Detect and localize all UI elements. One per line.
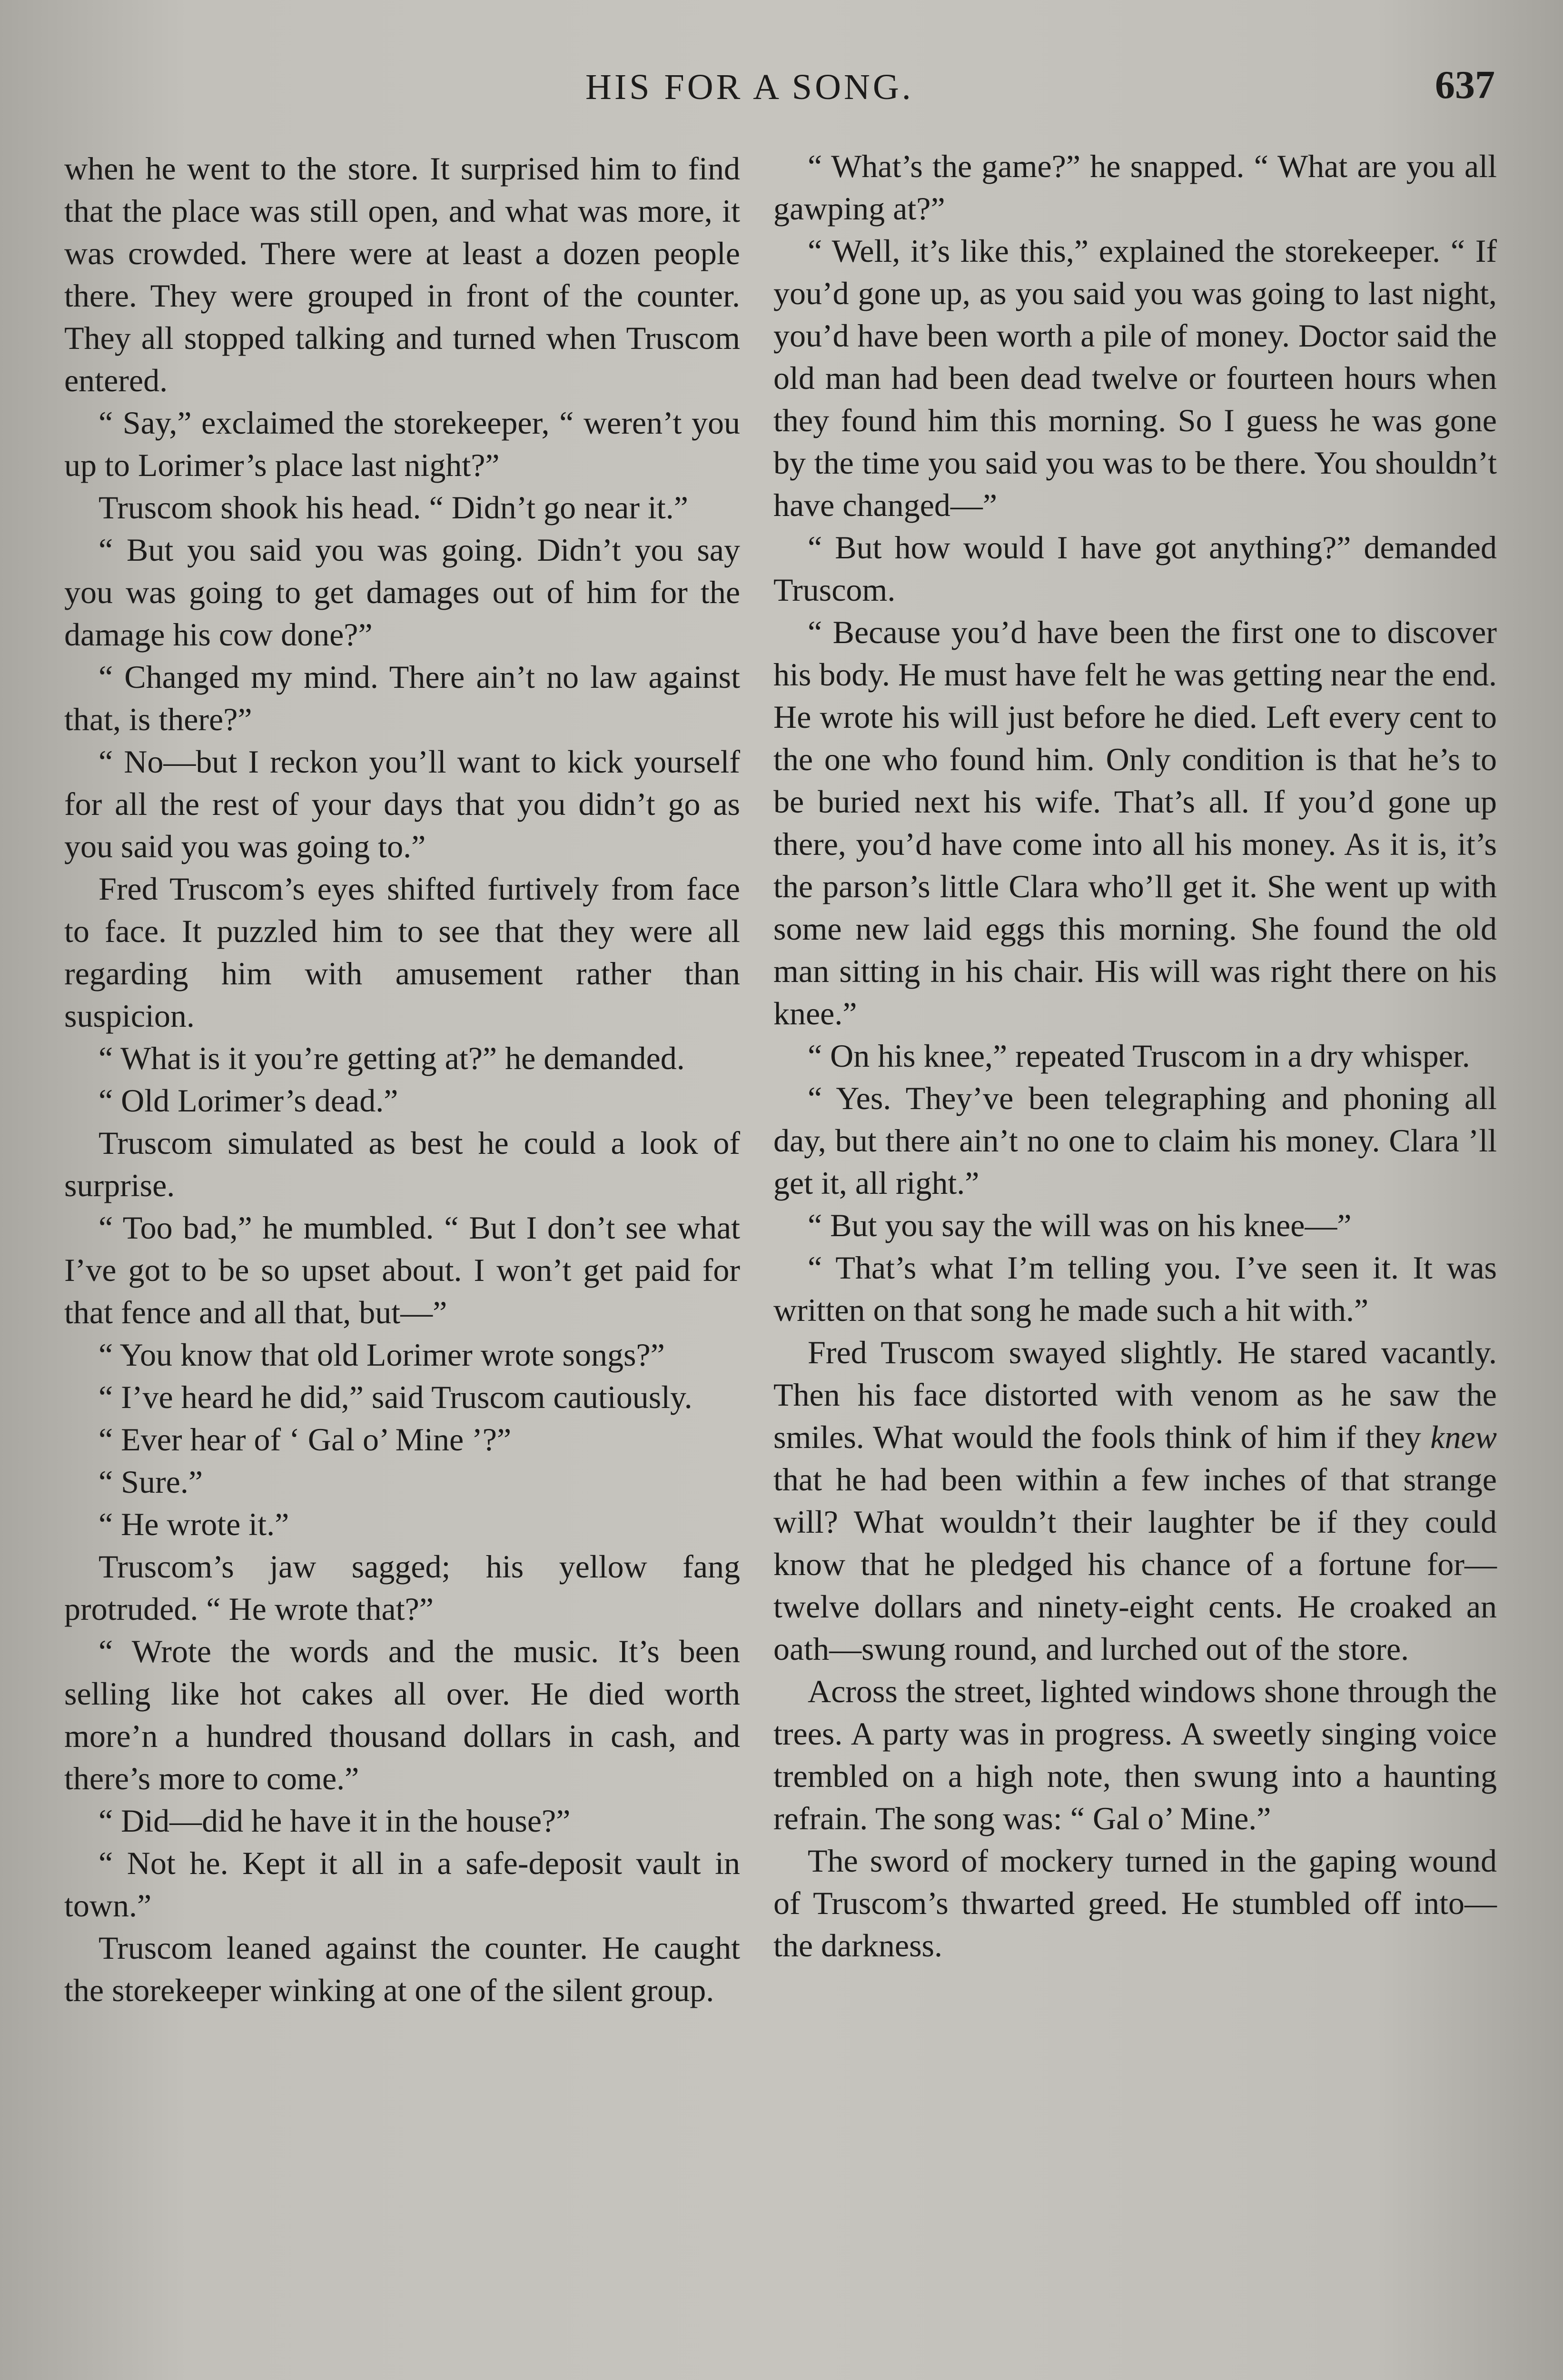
paragraph: “ Yes. They’ve been telegraphing and phoning all day, but there ain’t no one to claim his money. Clara ’ll get it, all right.” (773, 1080, 1497, 1201)
paragraph: “ I’ve heard he did,” said Truscom cautiously. (99, 1379, 692, 1415)
paragraph: “ Wrote the words and the music. It’s been selling like hot cakes all over. He died worth more’n a hundred thousand dollars in cash, and there’s more to come.” (64, 1633, 740, 1796)
running-title: HIS FOR A SONG. (585, 67, 914, 107)
paragraph: Truscom simulated as best he could a look of surprise. (64, 1125, 740, 1203)
emphasis: knew (1430, 1419, 1497, 1455)
paragraph: The sword of mockery turned in the gaping wound of Truscom’s thwarted greed. He stumbled off into—the darkness. (773, 1843, 1497, 1964)
paragraph: “ You know that old Lorimer wrote songs?” (99, 1337, 665, 1373)
paragraph: “ But how would I have got anything?” demanded Truscom. (773, 529, 1497, 608)
paragraph: “ Did—did he have it in the house?” (99, 1803, 571, 1839)
paragraph: “ On his knee,” repeated Truscom in a dry whisper. (808, 1038, 1470, 1074)
paragraph: Fred Truscom swayed slightly. He stared vacantly. Then his face distorted with venom as he saw the smiles. What would the fools think of him if they knew that he had been within a few inches of that strange will? What wouldn’t their laughter be if they could know that he pledged his chance of a fortune for—twelve dollars and ninety-eight cents. He croaked an oath—swung round, and lurched out of the store. (773, 1334, 1497, 1667)
paragraph: “ Ever hear of ‘ Gal o’ Mine ’?” (99, 1421, 512, 1458)
paragraph: “ Changed my mind. There ain’t no law against that, is there?” (64, 659, 740, 737)
paragraph: “ Well, it’s like this,” explained the storekeeper. “ If you’d gone up, as you said you was going to last night, you’d have been worth a pile of money. Doctor said the old man had been dead twelve or fourteen hours when they found him this morning. So I guess he was gone by the time you said you was to be there. You shouldn’t have changed—” (773, 233, 1497, 523)
paragraph: “ Not he. Kept it all in a safe-deposit vault in town.” (64, 1845, 740, 1924)
paragraph: Fred Truscom’s eyes shifted furtively from face to face. It puzzled him to see that they were all regarding him with amusement rather than suspicion. (64, 871, 740, 1034)
paragraph: “ Sure.” (99, 1464, 203, 1500)
left-column (64, 148, 740, 2012)
paragraph: “ He wrote it.” (99, 1506, 289, 1542)
paragraph: “ That’s what I’m telling you. I’ve seen it. It was written on that song he made such a hit with.” (773, 1250, 1497, 1328)
paragraph: Truscom’s jaw sagged; his yellow fang protruded. “ He wrote that?” (64, 1548, 740, 1627)
paragraph: “ But you say the will was on his knee—” (808, 1207, 1352, 1243)
paragraph: “ What is it you’re getting at?” he demanded. (99, 1040, 685, 1076)
paragraph: “ Too bad,” he mumbled. “ But I don’t see what I’ve got to be so upset about. I won’t get paid for that fence and all that, but—” (64, 1210, 740, 1330)
paragraph: “ What’s the game?” he snapped. “ What are you all gawping at?” (773, 148, 1497, 227)
page-number: 637 (1435, 63, 1495, 107)
paragraph: “ No—but I reckon you’ll want to kick yourself for all the rest of your days that you didn’t go as you said you was going to.” (64, 744, 740, 864)
paragraph: when he went to the store. It surprised him to find that the place was still open, and what was more, it was crowded. There were at least a dozen people there. They were grouped in front of the counter. They all stopped talking and turned when Truscom entered. (64, 150, 740, 398)
paragraph: Truscom shook his head. “ Didn’t go near it.” (99, 489, 688, 526)
paragraph: “ Because you’d have been the first one to discover his body. He must have felt he was getting near the end. He wrote his will just before he died. Left every cent to the one who found him. Only condition is that he’s to be buried next his wife. That’s all. If you’d gone up there, you’d have come into all his money. As it is, it’s the parson’s little Clara who’ll get it. She went up with some new laid eggs this morning. She found the old man sitting in his chair. His will was right there on his knee.” (773, 614, 1497, 1031)
paragraph: “ Say,” exclaimed the storekeeper, “ weren’t you up to Lorimer’s place last night?” (64, 405, 740, 483)
paragraph: Across the street, lighted windows shone through the trees. A party was in progress. A sweetly singing voice trembled on a high note, then swung into a haunting refrain. The song was: “ Gal o’ Mine.” (773, 1673, 1497, 1836)
paragraph: “ Old Lorimer’s dead.” (99, 1082, 398, 1119)
right-column (773, 145, 1497, 1967)
paragraph: “ But you said you was going. Didn’t you say you was going to get damages out of him for the damage his cow done?” (64, 532, 740, 653)
paragraph: Truscom leaned against the counter. He caught the storekeeper winking at one of the silent group. (64, 1930, 740, 2008)
